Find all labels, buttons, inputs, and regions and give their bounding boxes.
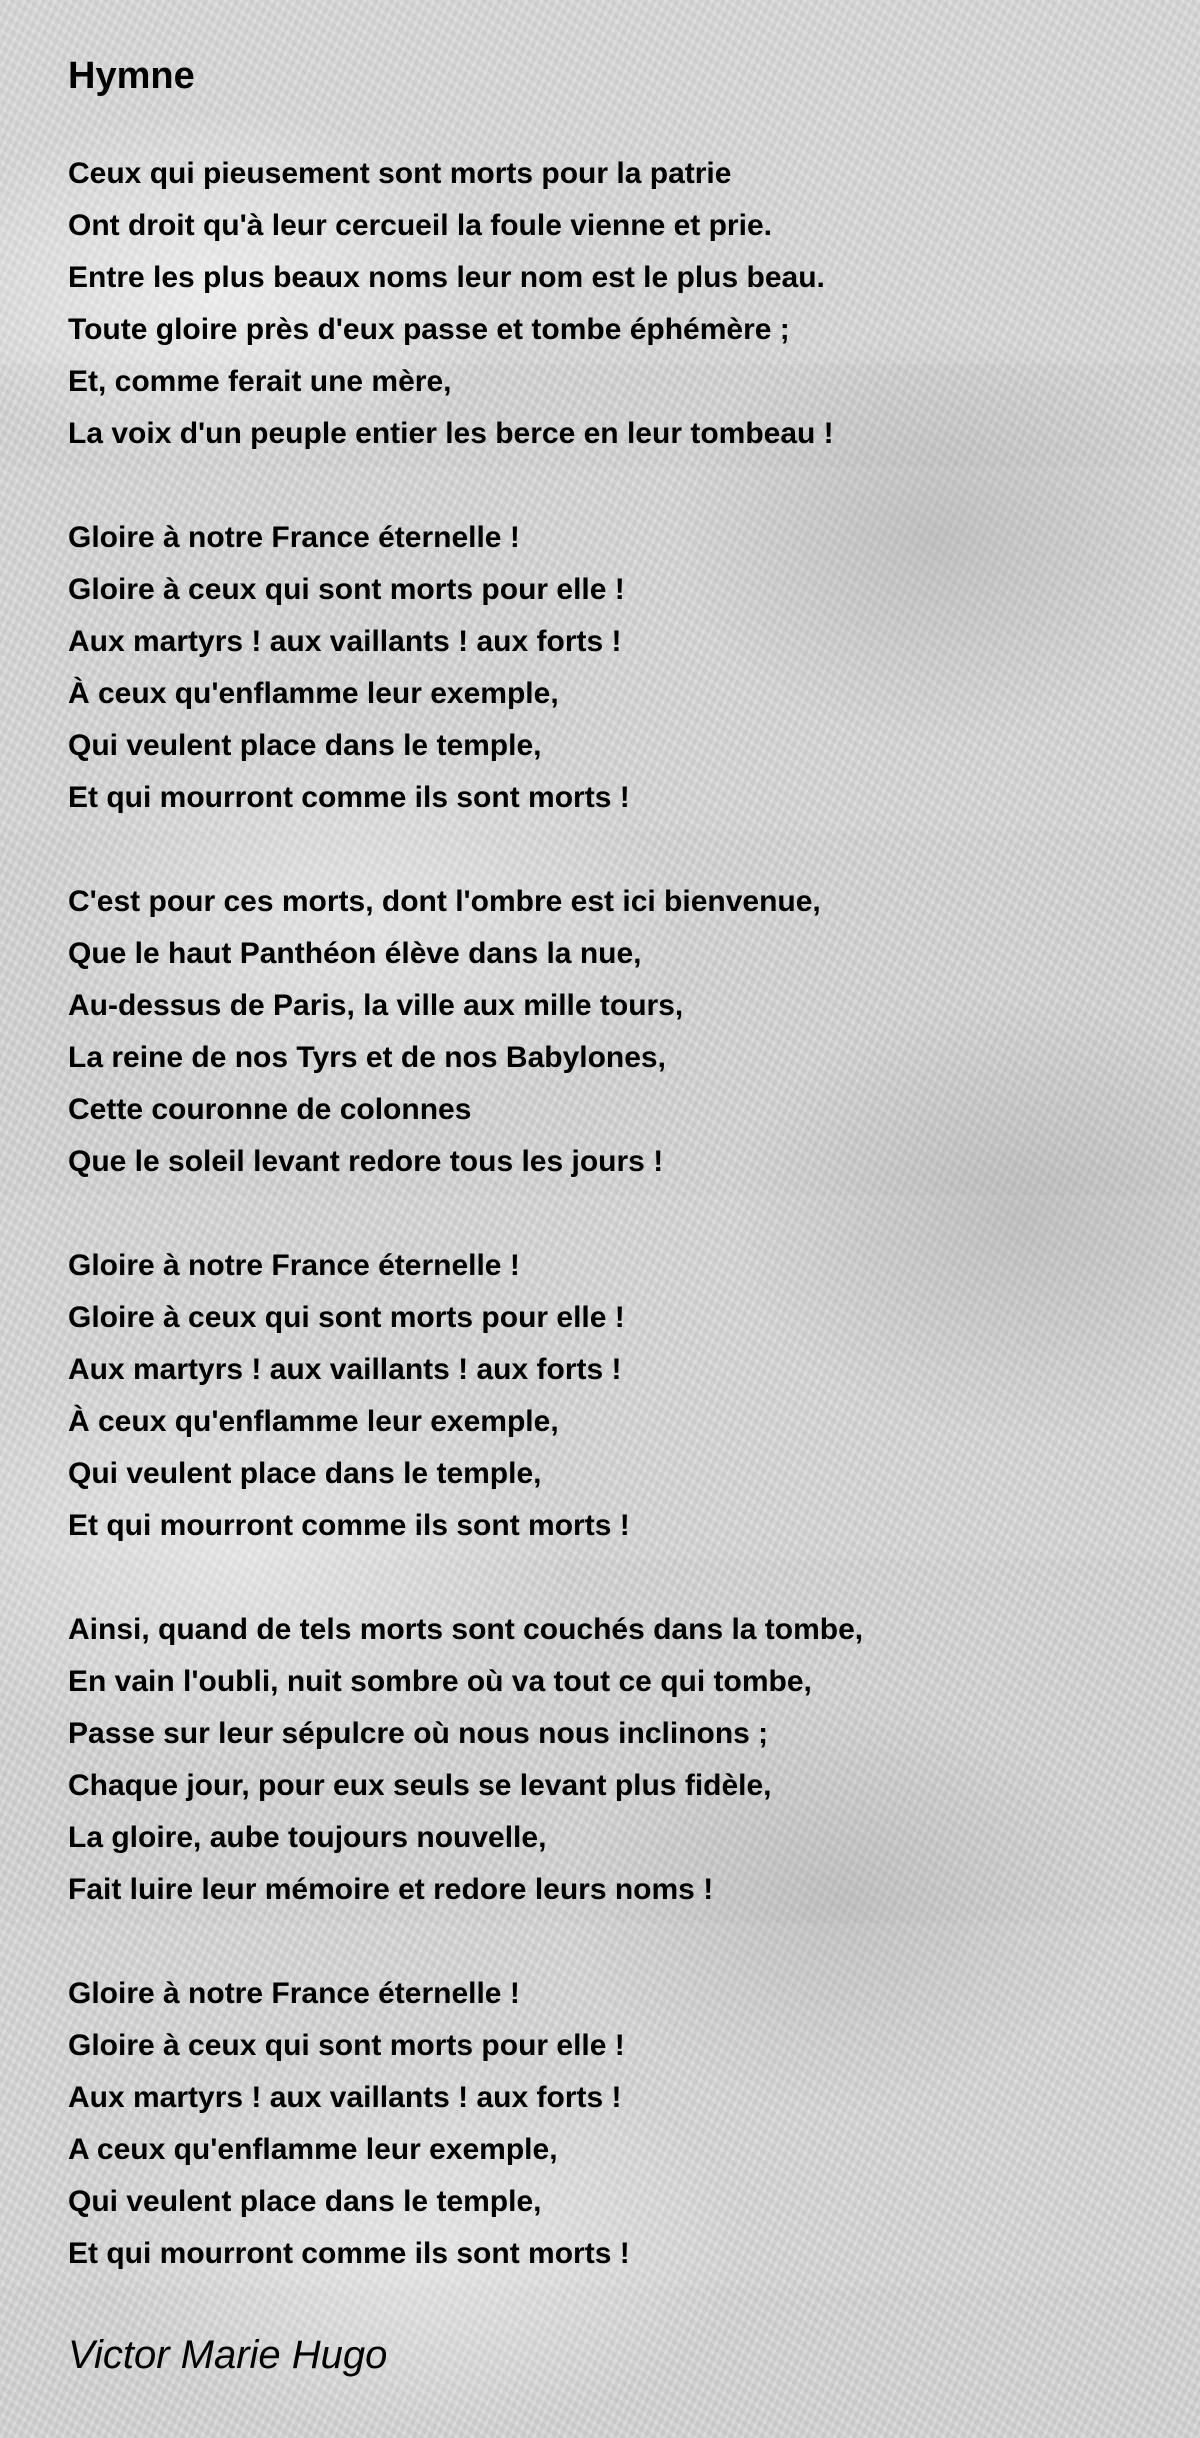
poem-line: Gloire à notre France éternelle ! (68, 521, 520, 554)
stanza (68, 512, 863, 824)
poem-line: Que le haut Panthéon élève dans la nue, (68, 937, 642, 970)
poem-line: À ceux qu'enflamme leur exemple, (68, 677, 559, 710)
poem-line: Gloire à ceux qui sont morts pour elle ! (68, 1301, 625, 1334)
poem-author: Victor Marie Hugo (68, 2333, 388, 2377)
poem-line: Gloire à ceux qui sont morts pour elle ! (68, 2029, 625, 2062)
stanza (68, 1604, 863, 1916)
poem-line: Aux martyrs ! aux vaillants ! aux forts ! (68, 2081, 622, 2114)
poem-body (68, 148, 863, 2332)
poem-line: Entre les plus beaux noms leur nom est le plus beau. (68, 261, 825, 294)
poem-line: Ainsi, quand de tels morts sont couchés dans la tombe, (68, 1613, 864, 1646)
poem-line: La gloire, aube toujours nouvelle, (68, 1821, 547, 1854)
poem-title: Hymne (68, 55, 195, 97)
poem-line: Et, comme ferait une mère, (68, 365, 452, 398)
poem-line: Et qui mourront comme ils sont morts ! (68, 1509, 630, 1542)
poem-line: Aux martyrs ! aux vaillants ! aux forts ! (68, 1353, 622, 1386)
stanza (68, 1968, 863, 2280)
poem-line: Chaque jour, pour eux seuls se levant plus fidèle, (68, 1769, 772, 1802)
poem-line: C'est pour ces morts, dont l'ombre est ici bienvenue, (68, 885, 821, 918)
poem-line: Gloire à notre France éternelle ! (68, 1977, 520, 2010)
poem-line: Aux martyrs ! aux vaillants ! aux forts ! (68, 625, 622, 658)
poem-line: La reine de nos Tyrs et de nos Babylones, (68, 1041, 666, 1074)
poem-line: Qui veulent place dans le temple, (68, 729, 542, 762)
stanza (68, 148, 863, 460)
poem-line: Gloire à notre France éternelle ! (68, 1249, 520, 1282)
poem-line: Cette couronne de colonnes (68, 1093, 472, 1126)
poem-line: Et qui mourront comme ils sont morts ! (68, 781, 630, 814)
poem-line: A ceux qu'enflamme leur exemple, (68, 2133, 558, 2166)
poem-line: Ont droit qu'à leur cercueil la foule vienne et prie. (68, 209, 772, 242)
poem-line: Ceux qui pieusement sont morts pour la patrie (68, 157, 732, 190)
poem-line: À ceux qu'enflamme leur exemple, (68, 1405, 559, 1438)
poem-line: En vain l'oubli, nuit sombre où va tout ce qui tombe, (68, 1665, 812, 1698)
poem-line: Passe sur leur sépulcre où nous nous inclinons ; (68, 1717, 769, 1750)
stanza (68, 876, 863, 1188)
stanza (68, 1240, 863, 1552)
poem-line: Qui veulent place dans le temple, (68, 1457, 542, 1490)
poem-line: Toute gloire près d'eux passe et tombe éphémère ; (68, 313, 790, 346)
poem-line: Qui veulent place dans le temple, (68, 2185, 542, 2218)
poem-line: La voix d'un peuple entier les berce en leur tombeau ! (68, 417, 834, 450)
poem-line: Au-dessus de Paris, la ville aux mille tours, (68, 989, 684, 1022)
poem-line: Et qui mourront comme ils sont morts ! (68, 2237, 630, 2270)
poem-line: Gloire à ceux qui sont morts pour elle ! (68, 573, 625, 606)
poem-line: Fait luire leur mémoire et redore leurs noms ! (68, 1873, 714, 1906)
poem-line: Que le soleil levant redore tous les jours ! (68, 1145, 664, 1178)
